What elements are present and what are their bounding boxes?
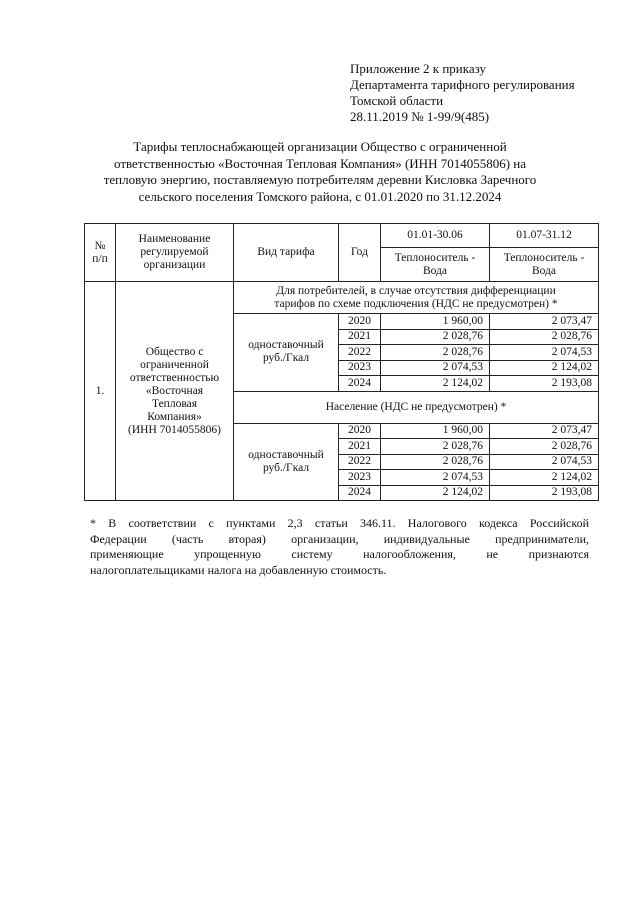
org-name-line-7: (ИНН 7014055806)	[128, 423, 221, 436]
tariff-h1-cell: 2 124,02	[381, 485, 490, 501]
title-line-3: тепловую энергию, поставляемую потребителям деревни Кисловка Заречного	[103, 172, 537, 187]
header-number	[85, 224, 116, 282]
tariff-h1-cell: 2 124,02	[381, 376, 490, 392]
header-carrier-1	[381, 248, 490, 282]
tariff-h2-cell: 2 124,02	[490, 360, 599, 376]
tariff-h2-cell: 2 028,76	[490, 439, 599, 455]
tariff-h1-cell: 2 074,53	[381, 470, 490, 486]
year-cell: 2020	[339, 314, 381, 330]
section-2-caption: Население (НДС не предусмотрен) *	[234, 391, 599, 423]
header-org-line-3: организации	[143, 259, 206, 271]
year-cell: 2022	[339, 345, 381, 361]
footnote-line-4: налогоплательщиками налога на добавленную стоимость.	[90, 562, 387, 577]
tariff-h2-cell: 2 124,02	[490, 470, 599, 486]
year-cell: 2023	[339, 360, 381, 376]
section-1-caption-line-2: тарифов по схеме подключения (НДС не предусмотрен) *	[274, 297, 558, 310]
tariff-h1-cell: 2 028,76	[381, 439, 490, 455]
org-name-line-4: «Восточная	[145, 384, 204, 397]
org-name-line-3: ответственностью	[129, 371, 220, 384]
org-name-line-6: Компания»	[147, 410, 202, 423]
section-1-caption-row	[85, 282, 599, 314]
section-1-tariff-line-2: руб./Гкал	[262, 352, 310, 365]
header-org-line-2: регулируемой	[140, 246, 209, 258]
section-1-caption	[234, 282, 599, 314]
tariff-h1-cell: 2 028,76	[381, 454, 490, 470]
org-name-line-2: ограниченной	[140, 358, 209, 371]
appendix-line-1: Приложение 2 к приказу	[350, 61, 487, 76]
header-organization	[116, 224, 234, 282]
tariff-h2-cell: 2 193,08	[490, 485, 599, 501]
appendix-line-2: Департамента тарифного регулирования	[350, 77, 575, 92]
section-2-tariff-line-1: одноставочный	[248, 448, 324, 461]
organization-name	[116, 282, 234, 501]
header-carrier-1-line-2: Вода	[422, 264, 448, 277]
section-1-tariff-type	[234, 314, 339, 392]
year-cell: 2024	[339, 376, 381, 392]
org-name-line-1: Общество с	[145, 345, 204, 358]
section-1-caption-line-1: Для потребителей, в случае отсутствия дифференциации	[276, 284, 556, 297]
header-number-line-1: №	[94, 239, 106, 252]
year-cell: 2022	[339, 454, 381, 470]
header-carrier-1-line-1: Теплоноситель -	[394, 251, 476, 264]
year-cell: 2020	[339, 423, 381, 439]
footnote	[90, 516, 589, 578]
header-period-2: 01.07-31.12	[490, 224, 599, 248]
header-carrier-2	[490, 248, 599, 282]
header-period-1: 01.01-30.06	[381, 224, 490, 248]
appendix-line-3: Томской области	[350, 93, 444, 108]
header-row-1	[85, 224, 599, 248]
tariff-h2-cell: 2 074,53	[490, 345, 599, 361]
title-line-1: Тарифы теплоснабжающей организации Общество с ограниченной	[133, 139, 507, 154]
appendix-header	[350, 61, 630, 125]
tariff-h1-cell: 2 028,76	[381, 345, 490, 361]
tariff-h1-cell: 1 960,00	[381, 314, 490, 330]
appendix-line-4: 28.11.2019 № 1-99/9(485)	[350, 109, 490, 124]
tariff-table	[84, 223, 599, 501]
tariff-h1-cell: 2 028,76	[381, 329, 490, 345]
section-1-tariff-line-1: одноставочный	[248, 339, 324, 352]
footnote-line-1: * В соответствии с пунктами 2,3 статьи 346.11. Налогового кодекса Российской	[90, 516, 589, 530]
year-cell: 2023	[339, 470, 381, 486]
title-line-4: сельского поселения Томского района, с 01.01.2020 по 31.12.2024	[138, 188, 502, 204]
section-2-tariff-line-2: руб./Гкал	[262, 461, 310, 474]
org-name-line-5: Тепловая	[151, 397, 197, 410]
tariff-h2-cell: 2 074,53	[490, 454, 599, 470]
row-number: 1.	[85, 282, 116, 501]
header-org-line-1: Наименование	[138, 233, 211, 245]
year-cell: 2024	[339, 485, 381, 501]
header-tariff-type: Вид тарифа	[234, 224, 339, 282]
document-title	[60, 139, 580, 205]
year-cell: 2021	[339, 439, 381, 455]
footnote-line-2: Федерации (часть вторая) организации, индивидуальные предприниматели,	[90, 531, 589, 546]
header-number-line-2: п/п	[92, 252, 108, 265]
tariff-h2-cell: 2 073,47	[490, 314, 599, 330]
tariff-h2-cell: 2 193,08	[490, 376, 599, 392]
tariff-h2-cell: 2 073,47	[490, 423, 599, 439]
footnote-line-3: применяющие упрощенную систему налогообложения, не признаются	[90, 547, 589, 561]
section-2-tariff-type	[234, 423, 339, 501]
year-cell: 2021	[339, 329, 381, 345]
tariff-h1-cell: 1 960,00	[381, 423, 490, 439]
header-carrier-2-line-1: Теплоноситель -	[503, 251, 585, 264]
header-year: Год	[339, 224, 381, 282]
header-carrier-2-line-2: Вода	[531, 264, 557, 277]
tariff-h1-cell: 2 074,53	[381, 360, 490, 376]
tariff-h2-cell: 2 028,76	[490, 329, 599, 345]
title-line-2: ответственностью «Восточная Тепловая Компания» (ИНН 7014055806) на	[113, 155, 527, 171]
